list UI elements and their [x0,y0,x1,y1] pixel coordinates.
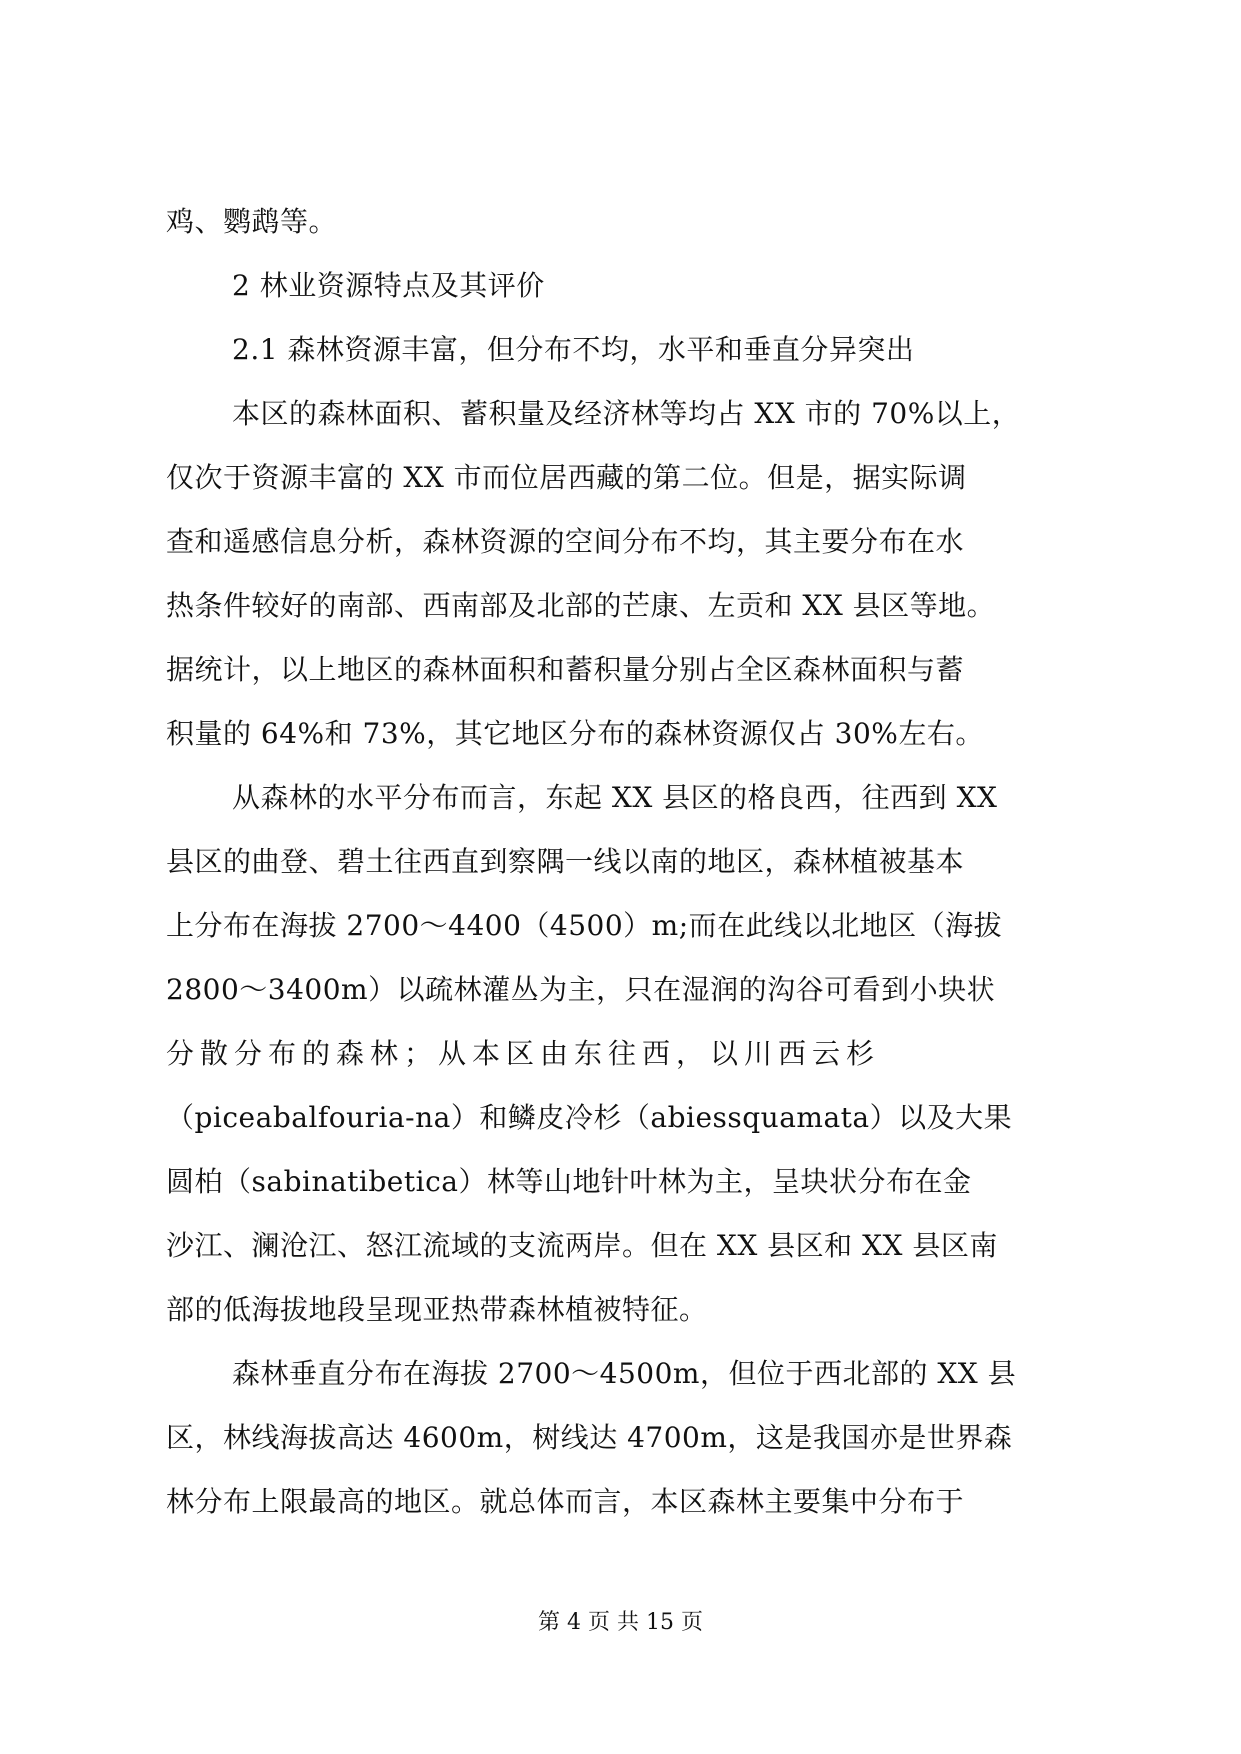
body-text-line: 2800～3400m）以疏林灌丛为主，只在湿润的沟谷可看到小块状 [166,973,996,1006]
body-text-line: 仅次于资源丰富的 XX 市而位居西藏的第二位。但是，据实际调 [166,461,967,494]
body-text-line: 县区的曲登、碧土往西直到察隅一线以南的地区，森林植被基本 [166,845,965,878]
body-text-line: 鸡、鹦鹉等。 [166,205,338,238]
body-text-line: 据统计，以上地区的森林面积和蓄积量分别占全区森林面积与蓄 [166,653,965,686]
body-text-line: 森林垂直分布在海拔 2700～4500m，但位于西北部的 XX 县 [232,1357,1017,1390]
body-text-line: 热条件较好的南部、西南部及北部的芒康、左贡和 XX 县区等地。 [166,589,996,622]
body-text-line: 林分布上限最高的地区。就总体而言，本区森林主要集中分布于 [166,1485,965,1518]
body-text-line: 分散分布的森林；从本区由东往西，以川西云杉 [166,1037,881,1070]
body-text-line: （piceabalfouria-na）和鳞皮冷杉（abiessquamata）以及大果 [166,1101,1013,1134]
body-text-line: 区，林线海拔高达 4600m，树线达 4700m，这是我国亦是世界森 [166,1421,1013,1454]
body-text-line: 部的低海拔地段呈现亚热带森林植被特征。 [166,1293,708,1326]
section-heading: 2 林业资源特点及其评价 [232,269,545,302]
body-text-line: 本区的森林面积、蓄积量及经济林等均占 XX 市的 70%以上， [232,397,1021,430]
body-text-line: 从森林的水平分布而言，东起 XX 县区的格良西，往西到 XX [232,781,998,814]
page-number-footer: 第 4 页 共 15 页 [538,1610,703,1635]
subsection-heading: 2.1 森林资源丰富，但分布不均，水平和垂直分异突出 [232,333,915,366]
body-text-line: 沙江、澜沧江、怒江流域的支流两岸。但在 XX 县区和 XX 县区南 [166,1229,998,1262]
body-text-line: 圆柏（sabinatibetica）林等山地针叶林为主，呈块状分布在金 [166,1165,972,1198]
body-text-line: 查和遥感信息分析，森林资源的空间分布不均，其主要分布在水 [166,525,965,558]
body-text-line: 上分布在海拔 2700～4400（4500）m;而在此线以北地区（海拔 [166,909,1003,942]
body-text-line: 积量的 64%和 73%，其它地区分布的森林资源仅占 30%左右。 [166,717,984,750]
